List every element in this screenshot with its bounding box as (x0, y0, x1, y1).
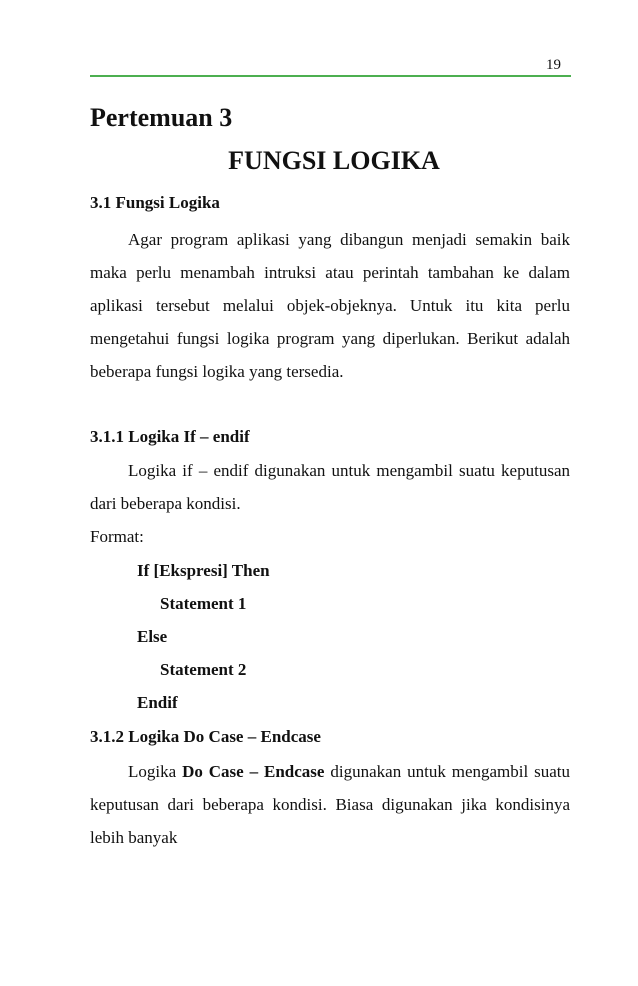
code-line-statement-1: Statement 1 (160, 594, 247, 613)
section-heading-3-1-2: 3.1.2 Logika Do Case – Endcase (90, 727, 321, 746)
paragraph-bold-keyword: Do Case – Endcase (182, 762, 325, 781)
page-number: 19 (546, 57, 561, 73)
section-heading-3-1: 3.1 Fungsi Logika (90, 193, 220, 212)
section-3-1-1-paragraph: Logika if – endif digunakan untuk mengambil suatu keputusan dari beberapa kondisi. (90, 461, 570, 513)
page-title: FUNGSI LOGIKA (228, 146, 440, 175)
section-heading-3-1-1: 3.1.1 Logika If – endif (90, 427, 250, 446)
code-line-endif: Endif (137, 693, 178, 712)
code-line-else: Else (137, 627, 168, 646)
header-rule (90, 75, 571, 77)
chapter-heading: Pertemuan 3 (90, 103, 233, 132)
paragraph-text-start: Logika (128, 762, 183, 781)
code-line-if: If [Ekspresi] Then (137, 561, 270, 580)
paragraph-text-end: digunakan untuk mengambil suatu keputusan dari beberapa kondisi. Biasa digunakan jika kondisinya lebih banyak (90, 762, 571, 847)
code-line-statement-2: Statement 2 (160, 660, 247, 679)
format-label: Format: (90, 527, 144, 546)
section-3-1-paragraph: Agar program aplikasi yang dibangun menjadi semakin baik maka perlu menambah intruksi atau perintah tambahan ke dalam aplikasi tersebut melalui objek-objeknya. Untuk itu kita perlu mengetahui fungsi logika program yang diperlukan. Berikut adalah beberapa fungsi logika yang tersedia. (90, 230, 570, 381)
section-3-1-2-paragraph (90, 755, 570, 854)
